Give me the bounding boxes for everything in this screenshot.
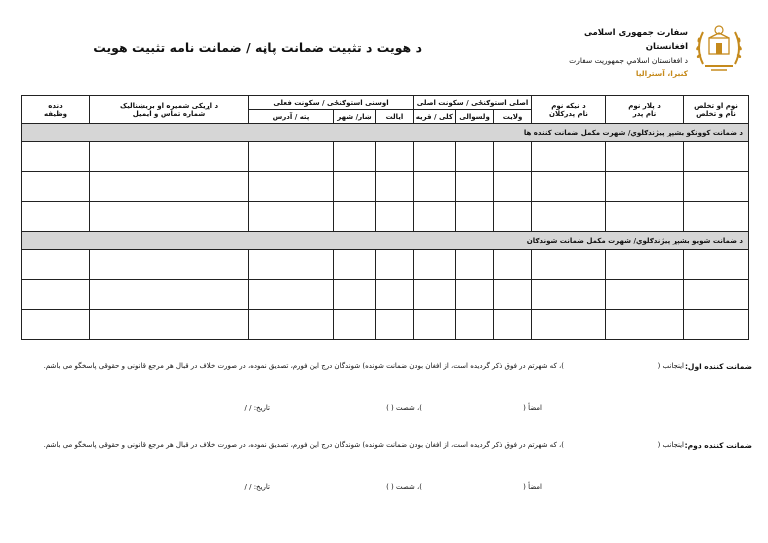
table-row[interactable] (22, 310, 749, 340)
header-village: کلی / قریه (414, 110, 456, 124)
embassy-location: کنبرا، آسترالیا (635, 69, 688, 78)
form-title: د هویت د تثبیت ضمانت پاڼه / ضمانت نامه تثبیت هویت (93, 40, 422, 55)
guarantor-1-signature[interactable]: امضأ ( (523, 404, 542, 412)
page-header (0, 0, 768, 95)
table-header-row (22, 96, 749, 110)
header-address: پته / آدرس (249, 110, 334, 124)
guarantor-1-date[interactable]: تاریخ: / / (244, 404, 270, 412)
guarantor-2-label: ضمانت کننده دوم: (684, 441, 752, 450)
guarantor-2-thumbprint[interactable]: )، شصت ( ) (386, 483, 422, 491)
table-row[interactable] (22, 142, 749, 172)
header-district: ولسوالی (456, 110, 494, 124)
header-province: ولایت (494, 110, 532, 124)
table-row[interactable] (22, 172, 749, 202)
guarantor-2-prefix: اینجانب ( (657, 441, 684, 449)
guarantor-1-thumbprint[interactable]: )، شصت ( ) (386, 404, 422, 412)
section-guaranteed: د ضمانت شویو بشپړ پیژندګلوي/ شهرت مکمل ضمانت شوندګان (22, 232, 749, 250)
header-name: نوم او تخلص نام و تخلص (684, 96, 749, 124)
header-job: دنده وظیفه (22, 96, 90, 124)
header-contact: د اړیکی شمیره او بریښنالیک شماره تماس و ایمیل (90, 96, 249, 124)
guarantor-2-signature[interactable]: امضأ ( (523, 483, 542, 491)
guarantor-1-body: )، که شهرتم در فوق ذکر گردیده است، از افغان بودن ضمانت شونده) شوندگان درج این فورم، تصدیق نموده، در صورت خلاف در قبال هر مرجع قانونی و حقوقی پاسخگو می باشم. (43, 362, 564, 370)
guarantor-1-prefix: اینجانب ( (657, 362, 684, 370)
section-guarantors: د ضمانت کوونکو بشپړ پیژندګلوي/ شهرت مکمل ضمانت کننده ها (22, 124, 749, 142)
guarantor-2-date[interactable]: تاریخ: / / (244, 483, 270, 491)
identity-table (21, 95, 749, 340)
embassy-name (548, 26, 688, 80)
table-row[interactable] (22, 280, 749, 310)
header-current-residence: اوسنی استوګنځی / سکونت فعلی (249, 96, 414, 110)
header-city: ښار/ شهر (334, 110, 376, 124)
header-original-residence: اصلی استوګنځی / سکونت اصلی (414, 96, 532, 110)
embassy-line-2: د افغانستان اسلامي جمهوریت سفارت (569, 56, 688, 65)
table-row[interactable] (22, 202, 749, 232)
guarantor-2-body: )، که شهرتم در فوق ذکر گردیده است، از افغان بودن ضمانت شونده) شوندگان درج این فورم، تصدیق نموده، در صورت خلاف در قبال هر مرجع قانونی و حقوقی پاسخگو می باشم. (43, 441, 564, 449)
afghanistan-emblem-icon (693, 20, 745, 74)
embassy-line-1: سفارت جمهوری اسلامی افغانستان (583, 28, 688, 52)
header-state: ایالت (376, 110, 414, 124)
header-father: د پلار نوم نام پدر (606, 96, 684, 124)
guarantor-1-label: ضمانت کننده اول: (684, 362, 752, 371)
table-row[interactable] (22, 250, 749, 280)
header-grandfather: د نیکه نوم نام پدرکلان (532, 96, 606, 124)
